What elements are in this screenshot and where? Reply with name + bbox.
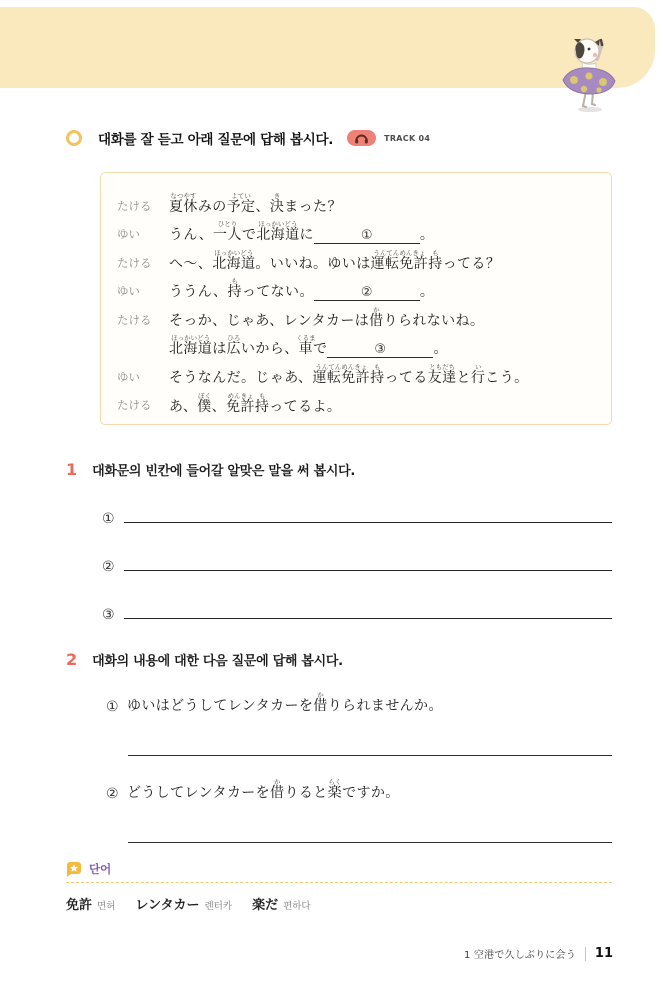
ruby-word: 僕ぼく — [197, 391, 212, 415]
answer-write-line[interactable] — [124, 556, 612, 571]
dialogue-text: へ〜、北海道ほっかいどう。いいね。ゆいは運転免許うんてんめんきょ持もってる？ — [169, 249, 501, 273]
questions — [66, 691, 612, 843]
dialogue-line — [117, 330, 593, 359]
audio-track-button[interactable] — [347, 130, 376, 146]
dialogue-line — [117, 244, 593, 273]
fill-in-blank: ② — [314, 286, 420, 301]
answer-item-number: ① — [102, 511, 115, 527]
vocab-entry — [252, 894, 311, 913]
section-2 — [66, 650, 612, 851]
vocab-word: 免許 — [66, 898, 93, 913]
ruby-word: 借か — [313, 691, 328, 714]
speaker-name: たける — [117, 198, 152, 213]
vocab-word: 楽だ — [252, 898, 279, 913]
ruby-word: 持も — [370, 363, 385, 387]
section-1 — [66, 460, 612, 623]
question-number: ② — [106, 786, 119, 802]
ruby-word: 広ひろ — [226, 333, 242, 357]
bullet-ring-icon — [66, 130, 82, 146]
ruby-word: 北海道ほっかいどう — [212, 249, 256, 273]
dialogue-line — [117, 301, 593, 330]
track-label: TRACK 04 — [384, 133, 431, 143]
vocab-heading — [66, 861, 612, 883]
vocab-section — [66, 861, 612, 913]
ruby-word: 行い — [470, 363, 486, 387]
answer-item-number: ③ — [102, 607, 115, 623]
ruby-word: 北海道ほっかいどう — [169, 333, 213, 357]
ruby-word: 借か — [369, 306, 384, 330]
ruby-word: 運転免許うんてんめんきょ — [312, 363, 371, 387]
ruby-word: 持も — [428, 249, 443, 273]
section-number: 1 — [66, 460, 78, 479]
vocab-entry — [135, 894, 232, 913]
chapter-title: 1 空港で久しぶりに会う — [463, 950, 576, 961]
vocab-meaning: 렌터카 — [204, 901, 233, 912]
answer-write-line[interactable] — [124, 604, 612, 619]
fill-in-blank: ③ — [327, 343, 433, 358]
ruby-word: 夏休なつやす — [169, 192, 198, 216]
ruby-word: 決き — [269, 192, 285, 216]
ruby-word: 免許めんきょ — [226, 391, 255, 415]
page-number: 11 — [594, 946, 613, 961]
dialogue-text: うん、一人ひとりで北海道ほっかいどうに ① 。 — [169, 219, 435, 243]
exercise-heading — [66, 128, 612, 148]
question-item — [106, 778, 612, 843]
speaker-name: たける — [117, 398, 152, 412]
vocab-meaning: 면허 — [97, 901, 116, 912]
dialogue-lines — [117, 187, 593, 415]
answer-items — [66, 508, 612, 623]
dialogue-text: あ、僕ぼく、免許めんきょ持もってるよ。 — [169, 391, 342, 415]
dialogue-text: 夏休なつやすみの予定よてい、決きまった？ — [169, 192, 342, 216]
answer-write-line[interactable] — [128, 715, 612, 756]
ruby-word: 友達ともだち — [427, 363, 457, 387]
vocab-meaning: 편하다 — [283, 901, 311, 912]
question-body: どうしてレンタカーを借かりると楽らくですか。 — [126, 778, 400, 801]
ruby-word: 一人ひとり — [213, 219, 242, 243]
headphones-icon — [354, 133, 369, 144]
star-bubble-icon — [66, 861, 83, 877]
speaker-name: ゆい — [117, 227, 140, 241]
footer-divider — [585, 947, 586, 961]
section-title: 대화의 내용에 대한 다음 질문에 답해 봅시다. — [92, 654, 343, 669]
dog-illustration — [556, 36, 622, 114]
answer-write-line[interactable] — [124, 508, 612, 523]
dialogue-text: そうなんだ。じゃあ、運転免許うんてんめんきょ持もってる友達ともだちと行いこう。 — [169, 363, 529, 387]
section-number: 2 — [66, 650, 78, 669]
vocab-entries — [66, 894, 612, 913]
speaker-name: ゆい — [117, 369, 140, 384]
section-2-heading — [66, 650, 612, 669]
speaker-name: ゆい — [117, 284, 140, 298]
vocab-entry — [66, 894, 115, 913]
answer-write-line[interactable] — [128, 802, 612, 843]
question-number: ① — [106, 699, 119, 715]
fill-in-blank: ① — [314, 229, 420, 244]
answer-item — [102, 604, 612, 623]
speaker-name: たける — [117, 312, 152, 327]
dialogue-text: 北海道ほっかいどうは広ひろいから、車くるまで ③ 。 — [169, 333, 448, 357]
dialogue-line — [117, 358, 593, 387]
dialogue-text: ううん、持もってない。 ② 。 — [169, 276, 435, 300]
section-1-heading — [66, 460, 612, 479]
exercise-instruction: 대화를 잘 듣고 아래 질문에 답해 봅시다. — [98, 132, 334, 148]
answer-item — [102, 508, 612, 527]
dialogue-line — [117, 216, 593, 245]
question-text — [106, 778, 612, 802]
page-footer — [464, 946, 613, 961]
section-title: 대화문의 빈칸에 들어갈 알맞은 말을 써 봅시다. — [92, 464, 356, 479]
ruby-word: 運転免許うんてんめんきょ — [370, 249, 429, 273]
dialogue-line — [117, 273, 593, 302]
dialogue-line — [117, 387, 593, 416]
speaker-name: たける — [117, 255, 152, 270]
dialogue-line — [117, 187, 593, 216]
question-item — [106, 691, 612, 756]
vocab-word: レンタカー — [135, 898, 200, 913]
ruby-word: 北海道ほっかいどう — [256, 219, 300, 243]
speaker-name — [117, 356, 169, 358]
ruby-word: 持も — [254, 391, 270, 415]
answer-item-number: ② — [102, 559, 115, 575]
ruby-word: 車くるま — [296, 333, 316, 357]
ruby-word: 楽らく — [327, 778, 343, 801]
vocab-label: 단어 — [89, 862, 112, 876]
ruby-word: 持も — [227, 276, 242, 300]
dialogue-box — [100, 172, 612, 425]
ruby-word: 予定よてい — [226, 192, 256, 216]
ruby-word: 借か — [270, 778, 285, 801]
question-text — [106, 691, 612, 715]
dialogue-text: そっか、じゃあ、レンタカーは借かりられないね。 — [169, 306, 485, 330]
answer-item — [102, 556, 612, 575]
question-body: ゆいはどうしてレンタカーを借かりられませんか。 — [126, 691, 443, 714]
